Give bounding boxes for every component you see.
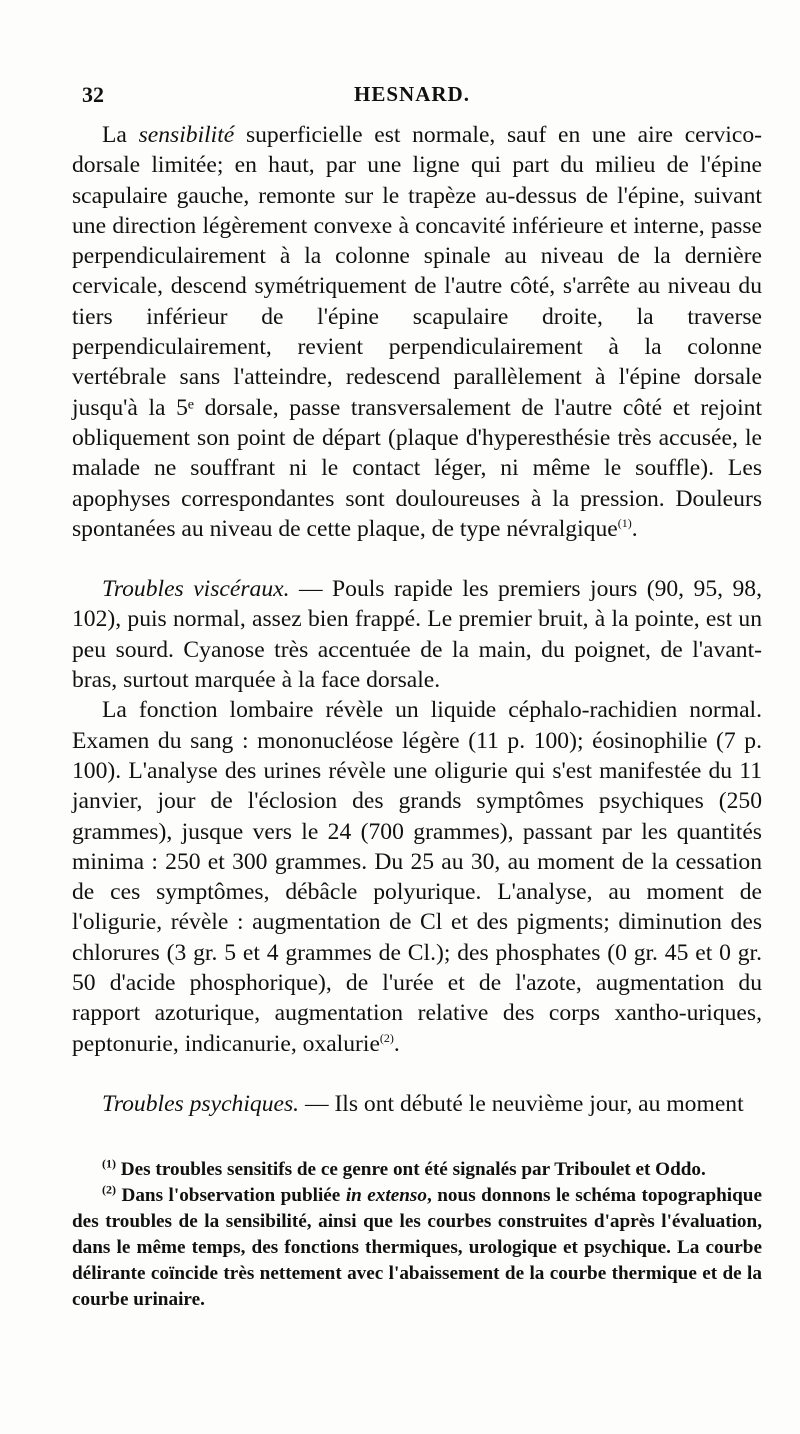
paragraph-sensibilite — [72, 120, 762, 544]
footnote-1 — [72, 1157, 762, 1183]
paragraph-lead: La — [102, 122, 139, 148]
page-number: 32 — [82, 82, 104, 107]
paragraph-text: La fonction lombaire révèle un liquide céphalo-rachidien normal. Examen du sang : mononucléose légère (11 p. 100); éosinophilie (7 p. 100). L'analyse des urines révèle une oligurie qui s'est manifestée du 11 janvier, jour de l'éclosion des grands symptômes psychiques (250 grammes), jusque vers le 24 (700 grammes), passant par les quantités minima : 250 et 300 grammes. Du 25 au 30, au moment de la cessation de ces symptômes, débâcle polyurique. L'analyse, au moment de l'oligurie, révèle : augmentation de Cl et des pigments; diminution des chlorures (3 gr. 5 et 4 grammes de Cl.); des phosphates (0 gr. 45 et 0 gr. 50 d'acide phosphorique), de l'urée et de l'azote, augmentation du rapport azoturique, augmentation relative des corps xantho-uriques, peptonurie, indicanurie, oxalurie — [72, 697, 762, 1057]
paragraph-text: superficielle est normale, sauf en une aire cervico-dorsale limitée; en haut, par une ligne qui part du milieu de l'épine scapulaire gauche, remonte sur le trapèze au-dessus de l'épine, suivant une direction légèrement convexe à concavité inférieure et interne, passe perpendiculairement à la colonne spinale au niveau de la dernière cervicale, descend symétriquement de l'autre côté, s'arrête au niveau du tiers inférieur de l'épine scapulaire droite, la traverse perpendiculairement, revient perpendiculairement à la colonne vertébrale sans l'atteindre, redescend parallèlement à l'épine dorsale jusqu'à la 5ᵉ dorsale, passe transversalement de l'autre côté et rejoint obliquement son point de départ (plaque d'hyperesthésie très accusée, le malade ne souffrant ni le contact léger, ni même le souffle). Les apophyses correspondantes sont douloureuses à la pression. Douleurs spontanées au niveau de cette plaque, de type névralgique — [72, 122, 762, 542]
footnotes — [72, 1157, 762, 1313]
section-heading-psychiques: Troubles psychiques. — [102, 1090, 300, 1117]
running-head: HESNARD. — [354, 82, 470, 106]
paragraph-troubles-visceraux — [72, 574, 762, 695]
footnote-text: , nous donnons le schéma topographique des troubles de la sensibilité, ainsi que les courbes construites d'après l'évaluation, dans le même temps, des fonctions thermiques, urologique et psychique. La courbe délirante coïncide très nettement avec l'abaissement de la courbe thermique et de la courbe urinaire. — [72, 1185, 762, 1310]
page-header — [82, 82, 742, 112]
paragraph-text: — Ils ont débuté le neuvième jour, au moment — [299, 1090, 744, 1117]
paragraph-troubles-psychiques — [72, 1089, 762, 1119]
footnote-marker-2: (2) — [102, 1182, 116, 1197]
footnote-emphasis: in extenso — [345, 1185, 427, 1206]
footnote-text: Des troubles sensitifs de ce genre ont été signalés par Triboulet et Oddo. — [116, 1159, 706, 1180]
paragraph-text: — Pouls rapide les premiers jours (90, 95, 98, 102), puis normal, assez bien frappé. Le premier bruit, à la pointe, est un peu sourd. Cyanose très accentuée de la main, du poignet, de l'avant-bras, surtout marquée à la face dorsale. — [72, 576, 762, 694]
footnote-ref-1: (1) — [617, 516, 632, 530]
term-sensibilite: sensibilité — [138, 122, 235, 148]
footnote-marker-1: (1) — [102, 1156, 116, 1171]
paragraph-end: . — [631, 515, 638, 542]
footnote-text: Dans l'observation publiée — [116, 1185, 346, 1206]
paragraph-analyse — [72, 695, 762, 1059]
footnote-2 — [72, 1183, 762, 1313]
footnote-ref-2: (2) — [379, 1030, 394, 1045]
paragraph-end: . — [393, 1030, 400, 1057]
section-heading-visceraux: Troubles viscéraux. — [102, 576, 290, 603]
main-text — [72, 120, 762, 1119]
